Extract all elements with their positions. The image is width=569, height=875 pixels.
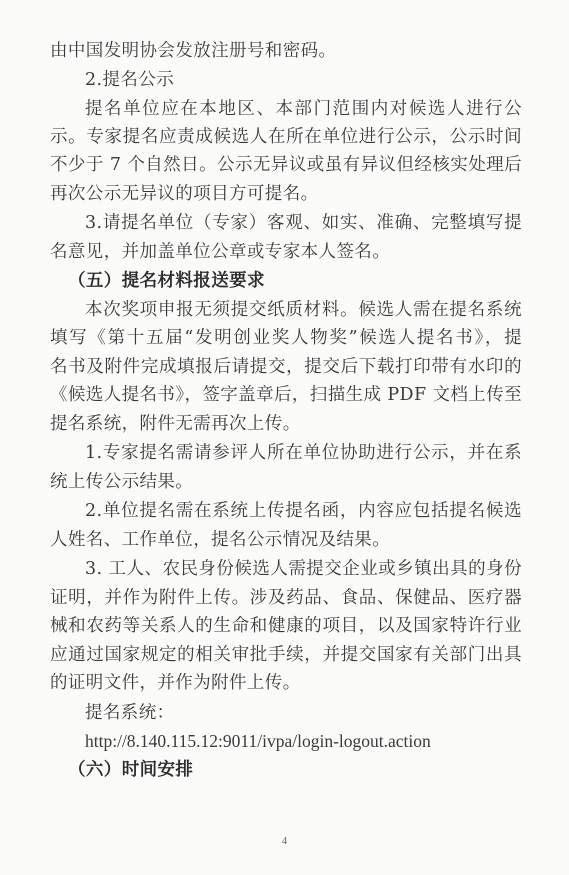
paragraph-line: 提名系统，附件无需再次上传。: [50, 414, 301, 434]
paragraph-line: 应通过国家规定的相关审批手续，并提交国家有关部门出具: [50, 645, 522, 665]
paragraph-line: 不少于 7 个自然日。公示无异议或虽有异议但经核实处理后: [50, 155, 522, 175]
page-number: 4: [281, 835, 288, 847]
paragraph-line: 的证明文件，并作为附件上传。: [50, 673, 301, 693]
paragraph-line: 证明，并作为附件上传。涉及药品、食品、保健品、医疗器: [50, 588, 522, 608]
paragraph-line: 3. 工人、农民身份候选人需提交企业或乡镇出具的身份: [85, 559, 522, 579]
section-heading: （六）时间安排: [68, 760, 194, 780]
paragraph-line: 名意见，并加盖单位公章或专家本人签名。: [50, 242, 391, 262]
paragraph-line: 1.专家提名需请参评人所在单位协助进行公示，并在系: [85, 443, 522, 463]
paragraph-line: 统上传公示结果。: [50, 472, 194, 492]
paragraph-line: 名书及附件完成填报后请提交，提交后下载打印带有水印的: [50, 357, 522, 377]
paragraph-line: 再次公示无异议的项目方可提名。: [50, 184, 319, 204]
paragraph-line: 本次奖项申报无须提交纸质材料。候选人需在提名系统: [85, 300, 522, 320]
paragraph-line: 提名单位应在本地区、本部门范围内对候选人进行公: [85, 99, 522, 119]
section-subheading: 2.提名公示: [85, 70, 175, 90]
paragraph-line: 械和农药等关系人的生命和健康的项目，以及国家特许行业: [50, 616, 522, 636]
section-heading: （五）提名材料报送要求: [68, 271, 265, 291]
paragraph-line: 示。专家提名应责成候选人在所在单位进行公示，公示时间: [50, 127, 522, 147]
paragraph-line: 人姓名、工作单位，提名公示情况及结果。: [50, 530, 391, 550]
paragraph-line: 填写《第十五届“发明创业奖人物奖”候选人提名书》，提: [50, 328, 522, 348]
paragraph-line: 3.请提名单位（专家）客观、如实、准确、完整填写提: [85, 213, 522, 233]
paragraph-line: 2.单位提名需在系统上传提名函，内容应包括提名候选: [85, 501, 522, 521]
paragraph-line: 《候选人提名书》，签字盖章后，扫描生成 PDF 文档上传至: [50, 385, 522, 405]
system-label: 提名系统：: [85, 703, 175, 723]
system-url-link[interactable]: http://8.140.115.12:9011/ivpa/login-logout.action: [85, 731, 431, 751]
paragraph-line: 由中国发明协会发放注册号和密码。: [50, 41, 337, 61]
